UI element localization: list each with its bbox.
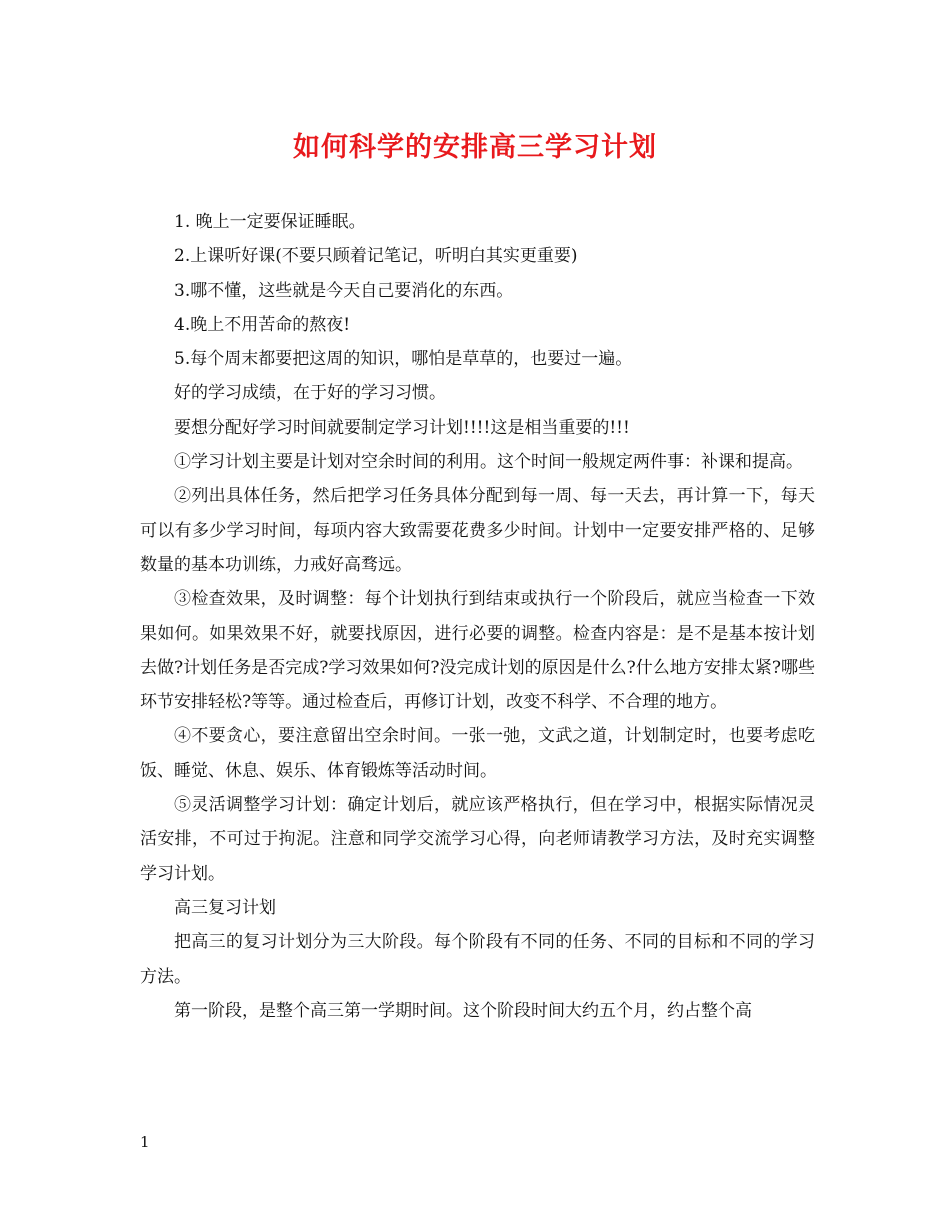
paragraph: ③检查效果，及时调整：每个计划执行到结束或执行一个阶段后，就应当检查一下效果如何。如果效果不好，就要找原因，进行必要的调整。检查内容是：是不是基本按计划去做?计划任务是否完成?学习效果如何?没完成计划的原因是什么?什么地方安排太紧?哪些环节安排轻松?等等。通过检查后，再修订计划，改变不科学、不合理的地方。: [140, 589, 815, 713]
document-title: 如何科学的安排高三学习计划: [293, 132, 657, 163]
page-number: 1: [140, 1133, 150, 1151]
paragraph: 要想分配好学习时间就要制定学习计划!!!!这是相当重要的!!!: [174, 417, 630, 438]
paragraph: 第一阶段，是整个高三第一学期时间。这个阶段时间大约五个月，约占整个高: [174, 1000, 752, 1021]
paragraph: 1. 晚上一定要保证睡眠。: [174, 212, 366, 232]
paragraph: 5.每个周末都要把这周的知识，哪怕是草草的，也要过一遍。: [174, 349, 633, 370]
paragraph: ④不要贪心，要注意留出空余时间。一张一弛，文武之道，计划制定时，也要考虑吃饭、睡觉、休息、娱乐、体育锻炼等活动时间。: [140, 726, 815, 781]
document-body: [140, 205, 815, 1028]
paragraph: 3.哪不懂，这些就是今天自己要消化的东西。: [174, 280, 514, 301]
paragraph: ②列出具体任务，然后把学习任务具体分配到每一周、每一天去，再计算一下，每天可以有多少学习时间，每项内容大致需要花费多少时间。计划中一定要安排严格的、足够数量的基本功训练，力戒好高骛远。: [140, 486, 815, 575]
paragraph: 2.上课听好课(不要只顾着记笔记，听明白其实更重要): [174, 246, 578, 267]
paragraph: 把高三的复习计划分为三大阶段。每个阶段有不同的任务、不同的目标和不同的学习方法。: [140, 932, 815, 987]
paragraph: ⑤灵活调整学习计划：确定计划后，就应该严格执行，但在学习中，根据实际情况灵活安排，不可过于拘泥。注意和同学交流学习心得，向老师请教学习方法，及时充实调整学习计划。: [140, 795, 815, 884]
paragraph: 好的学习成绩，在于好的学习习惯。: [174, 383, 446, 404]
section-heading: 高三复习计划: [174, 897, 276, 918]
paragraph: 4.晚上不用苦命的熬夜!: [174, 314, 351, 335]
paragraph: ①学习计划主要是计划对空余时间的利用。这个时间一般规定两件事：补课和提高。: [174, 452, 803, 473]
